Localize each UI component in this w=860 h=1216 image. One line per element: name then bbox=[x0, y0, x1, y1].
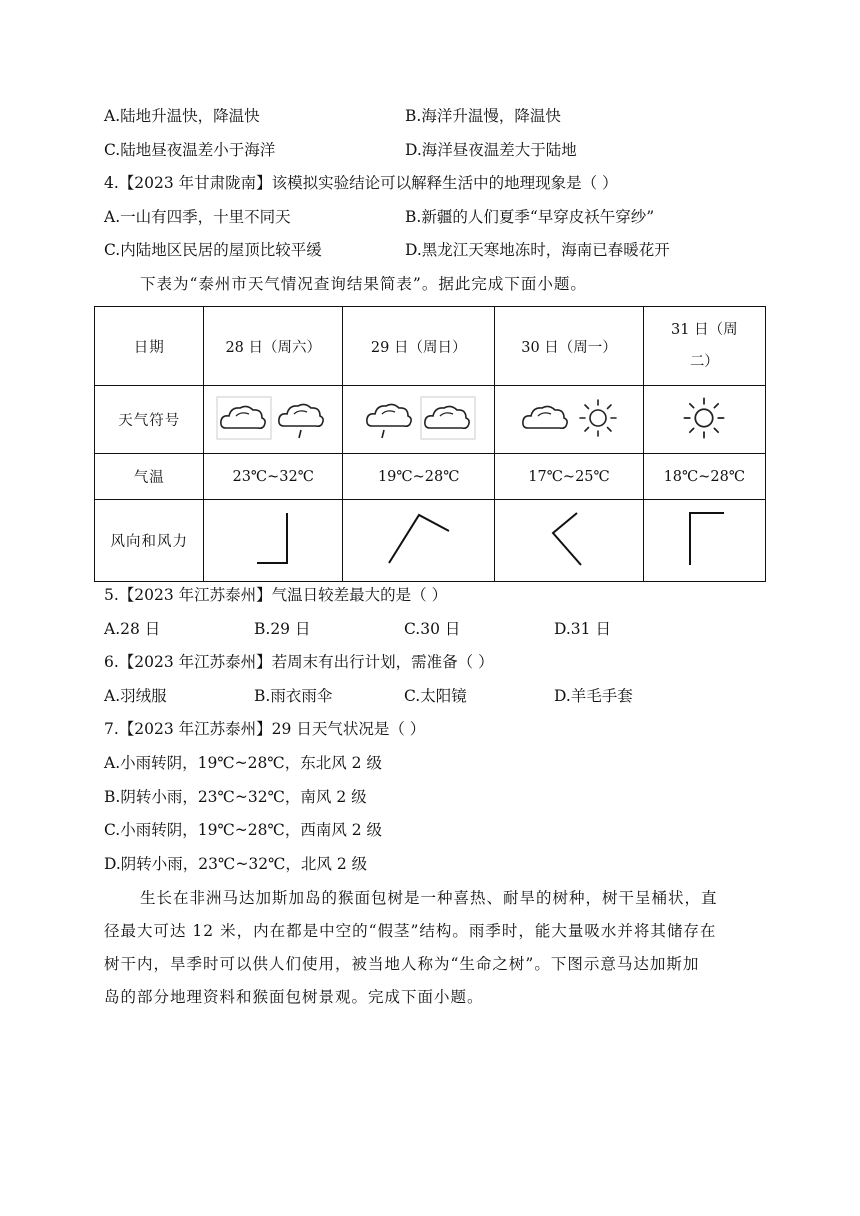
paragraph-line-1: 生长在非洲马达加斯加岛的猴面包树是一种喜热、耐旱的树种，树干呈桶状，直 bbox=[140, 889, 718, 907]
date-31-line2: 二） bbox=[689, 354, 719, 370]
baobab-paragraph bbox=[104, 882, 756, 1014]
temp-30: 17℃~25℃ bbox=[495, 454, 643, 500]
q5-option-a: A.28 日 bbox=[104, 620, 161, 638]
table-row bbox=[95, 500, 766, 582]
table-intro: 下表为“泰州市天气情况查询结果简表”。据此完成下面小题。 bbox=[140, 275, 587, 293]
date-28: 28 日（周六） bbox=[204, 307, 343, 386]
q4-option-c: C.内陆地区民居的屋顶比较平缓 bbox=[104, 241, 322, 259]
date-30: 30 日（周一） bbox=[495, 307, 643, 386]
q3-option-a: A.陆地升温快，降温快 bbox=[104, 107, 260, 125]
wind-symbol-31 bbox=[674, 507, 734, 571]
row-header-temperature: 气温 bbox=[95, 454, 204, 500]
q7-stem: 7.【2023 年江苏泰州】29 日天气状况是（ ） bbox=[104, 720, 426, 738]
row-header-wind: 风向和风力 bbox=[95, 500, 204, 582]
q5-stem: 5.【2023 年江苏泰州】气温日较差最大的是（ ） bbox=[104, 586, 448, 604]
date-31 bbox=[643, 307, 765, 386]
wind-28 bbox=[204, 500, 343, 582]
q6-option-a: A.羽绒服 bbox=[104, 687, 167, 705]
cloudy-icon bbox=[420, 396, 476, 440]
q6-option-b: B.雨衣雨伞 bbox=[254, 687, 333, 705]
q7-option-b: B.阴转小雨，23℃~32℃，南风 2 级 bbox=[104, 788, 367, 806]
weather-30 bbox=[495, 386, 643, 454]
cloudy-rain-icon bbox=[274, 396, 330, 440]
q3-option-c: C.陆地昼夜温差小于海洋 bbox=[104, 141, 276, 159]
q6-option-d: D.羊毛手套 bbox=[554, 687, 633, 705]
wind-29 bbox=[343, 500, 495, 582]
q7-option-d: D.阴转小雨，23℃~32℃，北风 2 级 bbox=[104, 855, 368, 873]
paragraph-line-3: 树干内，旱季时可以供人们使用，被当地人称为“生命之树”。下图示意马达加斯加 bbox=[104, 955, 700, 973]
q7-option-a: A.小雨转阴，19℃~28℃，东北风 2 级 bbox=[104, 754, 382, 772]
wind-symbol-28 bbox=[243, 507, 303, 571]
temp-29: 19℃~28℃ bbox=[343, 454, 495, 500]
paragraph-line-4: 岛的部分地理资料和猴面包树景观。完成下面小题。 bbox=[104, 988, 484, 1006]
q5-option-d: D.31 日 bbox=[554, 620, 611, 638]
row-header-weather-symbol: 天气符号 bbox=[95, 386, 204, 454]
q6-stem: 6.【2023 年江苏泰州】若周末有出行计划，需准备（ ） bbox=[104, 653, 494, 671]
q4-stem: 4.【2023 年甘肃陇南】该模拟实验结论可以解释生活中的地理现象是（ ） bbox=[104, 174, 618, 192]
weather-29 bbox=[343, 386, 495, 454]
q6-option-c: C.太阳镜 bbox=[404, 687, 467, 705]
q4-option-a: A.一山有四季，十里不同天 bbox=[104, 208, 291, 226]
q4-option-d: D.黑龙江天寒地冻时，海南已春暖花开 bbox=[405, 241, 670, 259]
q4-option-b: B.新疆的人们夏季“早穿皮袄午穿纱” bbox=[405, 208, 655, 226]
q7-option-c: C.小雨转阴，19℃~28℃，西南风 2 级 bbox=[104, 821, 383, 839]
weather-28 bbox=[204, 386, 343, 454]
q5-option-b: B.29 日 bbox=[254, 620, 311, 638]
cloudy-icon bbox=[216, 396, 272, 440]
wind-symbol-30 bbox=[539, 507, 599, 571]
paragraph-line-2: 径最大可达 12 米，内在都是中空的“假茎”结构。雨季时，能大量吸水并将其储存在 bbox=[104, 922, 717, 940]
q3-option-b: B.海洋升温慢，降温快 bbox=[405, 107, 561, 125]
q3-option-d: D.海洋昼夜温差大于陆地 bbox=[405, 141, 577, 159]
weather-31 bbox=[643, 386, 765, 454]
weather-table bbox=[94, 306, 766, 582]
wind-30 bbox=[495, 500, 643, 582]
date-31-line1: 31 日（周 bbox=[671, 322, 738, 338]
wind-31 bbox=[643, 500, 765, 582]
table-row bbox=[95, 454, 766, 500]
cloudy-rain-icon bbox=[362, 396, 418, 440]
sunny-icon bbox=[680, 394, 728, 442]
temp-31: 18℃~28℃ bbox=[643, 454, 765, 500]
temp-28: 23℃~32℃ bbox=[204, 454, 343, 500]
cloudy-icon bbox=[518, 396, 574, 440]
row-header-date: 日期 bbox=[95, 307, 204, 386]
q5-option-c: C.30 日 bbox=[404, 620, 461, 638]
table-row bbox=[95, 386, 766, 454]
wind-symbol-29 bbox=[379, 507, 459, 571]
table-row bbox=[95, 307, 766, 386]
sunny-icon bbox=[576, 396, 620, 440]
date-29: 29 日（周日） bbox=[343, 307, 495, 386]
